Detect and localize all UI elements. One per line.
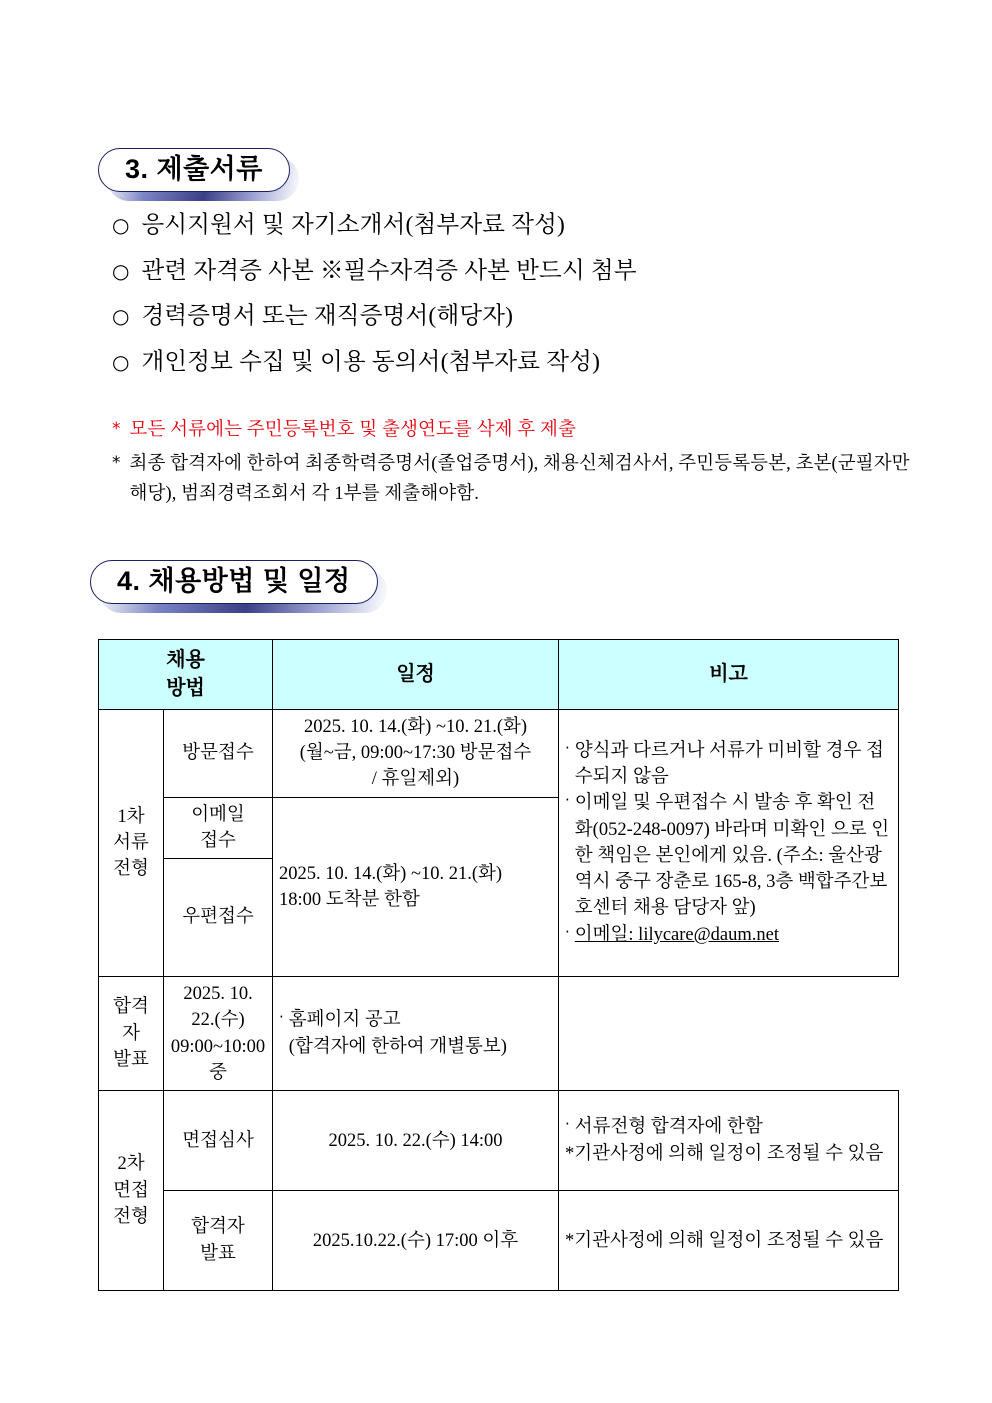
dot-bullet-icon: ·: [565, 922, 570, 941]
list-item-label: 경력증명서 또는 재직증명서(해당자): [141, 303, 514, 329]
dot-bullet-icon: ·: [279, 1008, 284, 1027]
stage1-label-line1: 1차: [117, 806, 145, 827]
stage1-post-schedule-line1: 2025. 10. 14.(화) ~10. 21.(화): [279, 863, 503, 884]
table-body: [99, 709, 899, 1290]
list-item-label: 응시지원서 및 자기소개서(첨부자료 작성): [141, 212, 566, 238]
note-final-candidate: [112, 450, 912, 510]
list-item: [112, 257, 902, 284]
note-text: 모든 서류에는 주민등록번호 및 출생연도를 삭제 후 제출: [129, 420, 576, 440]
circle-bullet-icon: ○: [112, 258, 130, 283]
circle-bullet-icon: ○: [112, 304, 130, 328]
remark-text: 홈페이지 공고: [288, 1010, 401, 1031]
remark-email-text: 이메일: lilycare@daum.net: [574, 924, 780, 945]
schedule-table-container: [98, 639, 898, 1291]
column-header-schedule: 일정: [273, 640, 559, 710]
remark-text: 서류전형 합격자에 한함: [574, 1117, 763, 1138]
stage2-label-line1: 2차: [117, 1154, 145, 1175]
list-item: [112, 214, 902, 238]
dot-bullet-icon: ·: [565, 738, 570, 757]
dot-bullet-icon: ·: [565, 791, 570, 810]
table-header-row: [99, 640, 899, 710]
circle-bullet-icon: ○: [112, 349, 130, 374]
stage1-label-line2: 서류: [113, 832, 149, 853]
heading-pill-label-3: 3. 제출서류: [98, 148, 290, 192]
dot-bullet-icon: ·: [565, 1115, 570, 1134]
stage1-announce-sub-line1: 합격자: [113, 997, 149, 1044]
remark-item-email: [565, 922, 892, 948]
stage2-interview-schedule: 2025. 10. 22.(수) 14:00: [273, 1091, 559, 1191]
stage1-visit-sub: 방문접수: [164, 709, 273, 797]
remark-text: *기관사정에 의해 일정이 조정될 수 있음: [565, 1143, 884, 1164]
table-row: [99, 1091, 899, 1191]
stage2-announce-sub: [164, 1191, 273, 1291]
column-header-method-line2: 방법: [166, 677, 205, 700]
stage1-post-schedule-line2: 18:00 도착분 한함: [279, 889, 420, 910]
stage2-announce-sub-line1: 합격자: [191, 1217, 245, 1238]
recruitment-schedule-table: [98, 639, 899, 1291]
stage1-email-sub: [164, 797, 273, 859]
section-heading-schedule: [90, 560, 378, 604]
submission-notes: [112, 416, 912, 514]
stage2-label-line2: 면접: [113, 1180, 149, 1201]
stage1-announce-schedule: 2025. 10. 22.(수) 09:00~10:00 중: [164, 977, 273, 1091]
stage1-visit-schedule-line2: (월~금, 09:00~17:30 방문접수: [299, 743, 532, 764]
note-text: 최종 합격자에 한하여 최종학력증명서(졸업증명서), 채용신체검사서, 주민등록등본, 초본(군필자만해당), 범죄경력조회서 각 1부를 제출해야함.: [129, 453, 910, 504]
asterisk-icon: *: [112, 419, 121, 439]
remark-item: [565, 1114, 892, 1140]
remark-text: 이메일 및 우편접수 시 발송 후 확인 전화(052-248-0097) 바라며 미확인 으로 인한 책임은 본인에게 있음. (주소: 울산광역시 중구 장춘로 165-8, 3층 백합주간보호센터 채용 담당자 앞): [574, 793, 890, 919]
table-row: [99, 977, 899, 1091]
list-item: [112, 348, 902, 375]
asterisk-icon: *: [112, 452, 121, 473]
remark-item: [565, 738, 892, 791]
heading-pill-3: [98, 148, 290, 192]
stage1-announce-remark: [273, 977, 559, 1091]
table-header: [99, 640, 899, 710]
stage2-announce-schedule: 2025.10.22.(수) 17:00 이후: [273, 1191, 559, 1291]
stage2-interview-sub: 면접심사: [164, 1091, 273, 1191]
column-header-remark: 비고: [559, 640, 899, 710]
note-red: [112, 416, 912, 446]
stage1-visit-schedule: [273, 709, 559, 797]
stage1-post-schedule: [273, 797, 559, 977]
remark-text: 양식과 다르거나 서류가 미비할 경우 접수되지 않음: [574, 740, 884, 788]
list-item-label: 관련 자격증 사본 ※필수자격증 사본 반드시 첨부: [141, 257, 637, 284]
column-header-method: [99, 640, 273, 710]
stage1-visit-schedule-line3: / 휴일제외): [371, 769, 460, 790]
remark-item: [565, 1228, 892, 1254]
stage2-label-cell: [99, 1091, 164, 1291]
heading-pill-4: [90, 560, 378, 604]
remark-item: [279, 1034, 552, 1060]
circle-bullet-icon: ○: [112, 213, 130, 237]
stage1-visit-schedule-line1: 2025. 10. 14.(화) ~10. 21.(화): [304, 716, 528, 737]
column-header-method-line1: 채용: [166, 649, 205, 671]
dot-bullet-spacer: [279, 1034, 284, 1056]
stage1-label-cell: [99, 709, 164, 976]
stage2-interview-remark: [559, 1091, 899, 1191]
section-heading-documents: [98, 148, 290, 192]
submission-documents-list: [112, 214, 902, 396]
remark-text: (합격자에 한하여 개별통보): [288, 1036, 507, 1057]
stage1-email-sub-line1: 이메일: [191, 804, 245, 825]
stage1-remarks-cell: [559, 709, 899, 976]
stage2-announce-remark: [559, 1191, 899, 1291]
remark-item: [565, 790, 892, 921]
stage1-announce-sub-line2: 발표: [113, 1049, 149, 1070]
heading-pill-label-4: 4. 채용방법 및 일정: [90, 560, 378, 604]
list-item: [112, 305, 902, 329]
remark-text: *기관사정에 의해 일정이 조정될 수 있음: [565, 1230, 884, 1251]
list-item-label: 개인정보 수집 및 이용 동의서(첨부자료 작성): [141, 348, 601, 375]
stage2-label-line3: 전형: [113, 1206, 149, 1227]
stage1-announce-sub: [99, 977, 164, 1091]
table-row: [99, 709, 899, 797]
stage1-email-sub-line2: 접수: [200, 830, 236, 851]
table-row: [99, 1191, 899, 1291]
stage2-announce-sub-line2: 발표: [200, 1243, 236, 1264]
stage1-label-line3: 전형: [113, 859, 149, 880]
stage1-post-sub: 우편접수: [164, 859, 273, 977]
remark-item: [565, 1141, 892, 1167]
remark-item: [279, 1007, 552, 1033]
